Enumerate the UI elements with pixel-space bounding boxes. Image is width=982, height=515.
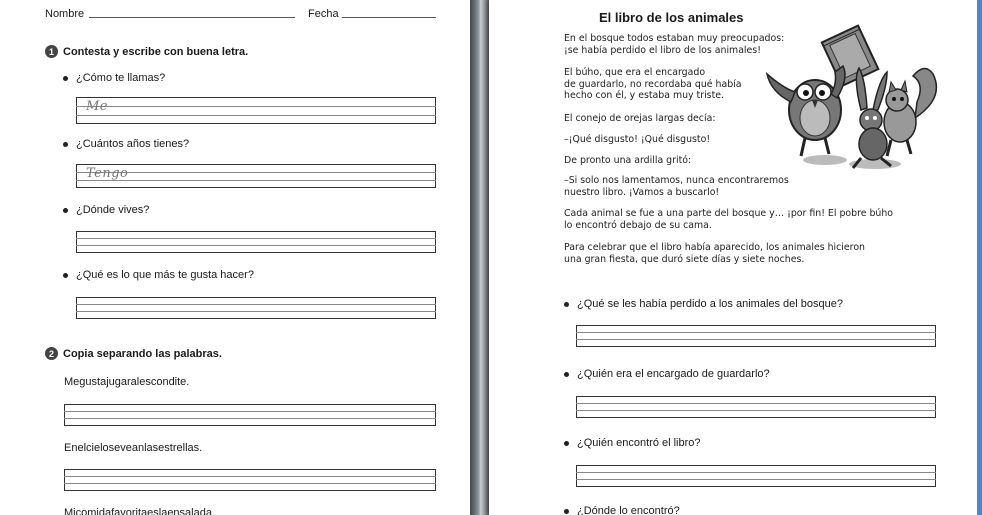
- story-paragraph-4: –¡Qué disgusto! ¡Qué disgusto!: [564, 134, 711, 145]
- bullet-icon: [63, 76, 68, 81]
- reading-answer-lines-3[interactable]: [576, 465, 936, 487]
- book-gutter: [470, 0, 489, 515]
- left-page: [0, 0, 470, 515]
- bullet-icon: [564, 302, 569, 307]
- section-2-number: 2: [45, 347, 58, 360]
- question-hobby: ¿Qué es lo que más te gusta hacer?: [63, 269, 254, 281]
- name-label: Nombre: [45, 8, 85, 20]
- squirrel-icon: [884, 68, 936, 156]
- story-paragraph-7: Cada animal se fue a una parte del bosque y… ¡por fin! El pobre búho lo encontró debajo de su cama.: [564, 208, 894, 231]
- section-1-heading: [45, 45, 248, 58]
- animals-illustration: [765, 18, 945, 172]
- question-age: ¿Cuántos años tienes?: [63, 138, 189, 150]
- answer-lines-name[interactable]: [76, 97, 436, 124]
- section-1-number: 1: [45, 45, 58, 58]
- answer-lines-age[interactable]: [76, 164, 436, 188]
- name-line[interactable]: [89, 17, 295, 18]
- section-1-title: Contesta y escribe con buena letra.: [63, 45, 249, 58]
- copy-lines-2[interactable]: [64, 469, 436, 491]
- copy-phrase-2: Enelcieloseveanlasestrellas.: [64, 442, 203, 454]
- reading-answer-lines-1[interactable]: [576, 325, 936, 347]
- copy-phrase-1: Megustajugaralescondite.: [64, 376, 190, 388]
- owl-icon: [767, 66, 845, 156]
- date-line[interactable]: [342, 17, 436, 18]
- date-label: Fecha: [308, 8, 339, 20]
- reading-question-1: ¿Qué se les había perdido a los animales del bosque?: [564, 298, 843, 310]
- story-title: El libro de los animales: [599, 10, 744, 25]
- bullet-icon: [63, 208, 68, 213]
- book-icon: [822, 26, 879, 86]
- copy-lines-1[interactable]: [64, 404, 436, 426]
- answer-lines-hobby[interactable]: [76, 297, 436, 319]
- answer-prefix-name: Me: [86, 99, 109, 114]
- answer-lines-home[interactable]: [76, 231, 436, 253]
- bullet-icon: [63, 142, 68, 147]
- bullet-icon: [564, 509, 569, 514]
- story-paragraph-5: De pronto una ardilla gritó:: [564, 155, 692, 166]
- reading-question-2: ¿Quién era el encargado de guardarlo?: [564, 368, 770, 380]
- copy-phrase-3: Micomidafavoritaeslaensalada.: [64, 507, 216, 515]
- bullet-icon: [564, 372, 569, 377]
- section-2-title: Copia separando las palabras.: [63, 347, 222, 360]
- story-paragraph-3: El conejo de orejas largas decía:: [564, 113, 716, 124]
- reading-answer-lines-2[interactable]: [576, 396, 936, 418]
- story-paragraph-6: –Si solo nos lamentamos, nunca encontraremos nuestro libro. ¡Vamos a buscarlo!: [564, 175, 789, 198]
- window-edge: [977, 0, 982, 515]
- reading-question-4: ¿Dónde lo encontró?: [564, 505, 680, 515]
- right-page: [489, 0, 977, 515]
- story-paragraph-1: En el bosque todos estaban muy preocupados: ¡se había perdido el libro de los animales!: [564, 33, 785, 56]
- story-paragraph-8: Para celebrar que el libro había aparecido, los animales hicieron una gran fiesta, que duró siete días y siete noches.: [564, 242, 865, 265]
- answer-prefix-age: Tengo: [86, 166, 129, 181]
- reading-question-3: ¿Quién encontró el libro?: [564, 437, 701, 449]
- bullet-icon: [564, 441, 569, 446]
- section-2-heading: [45, 347, 222, 360]
- question-name: ¿Cómo te llamas?: [63, 72, 165, 84]
- story-paragraph-2: El búho, que era el encargado de guardarlo, no recordaba qué había hecho con él, y estaba muy triste.: [564, 67, 742, 101]
- bullet-icon: [63, 273, 68, 278]
- question-home: ¿Dónde vives?: [63, 204, 149, 216]
